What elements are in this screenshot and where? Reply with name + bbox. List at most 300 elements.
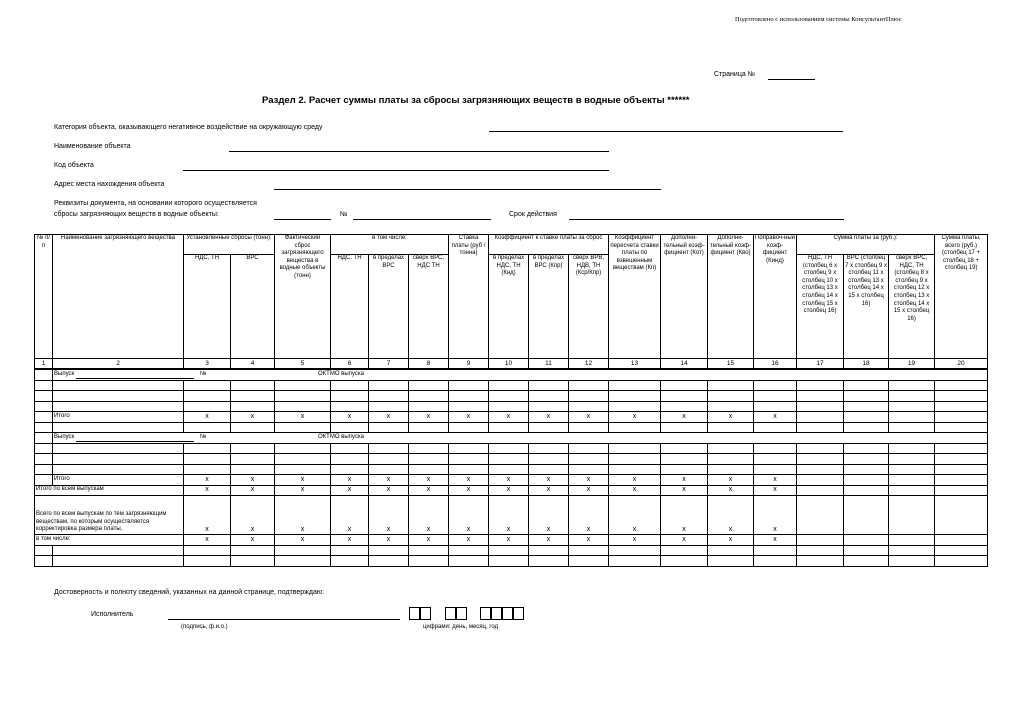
x-mark: x [369, 485, 409, 496]
table-cell[interactable] [331, 391, 369, 402]
table-cell[interactable] [609, 401, 661, 412]
object-code-label: Код объекта [54, 162, 94, 169]
x-mark: x [661, 485, 708, 496]
table-cell[interactable] [489, 454, 529, 465]
table-cell[interactable] [844, 545, 889, 556]
table-cell[interactable] [331, 556, 369, 567]
table-cell[interactable] [844, 485, 889, 496]
table-cell[interactable] [489, 443, 529, 454]
table-cell[interactable] [489, 391, 529, 402]
row-num-cell[interactable] [35, 433, 53, 444]
total-adjusted-row [35, 496, 988, 535]
table-cell[interactable] [569, 443, 609, 454]
x-mark: x [409, 412, 449, 423]
table-cell[interactable] [889, 535, 935, 546]
table-cell[interactable] [369, 454, 409, 465]
table-cell[interactable] [661, 545, 708, 556]
outlet-no-label: № [200, 433, 207, 440]
table-cell[interactable] [331, 464, 369, 475]
table-cell[interactable] [797, 422, 844, 433]
table-cell[interactable] [569, 454, 609, 465]
x-mark: x [754, 496, 797, 535]
x-mark: x [331, 535, 369, 546]
table-cell[interactable] [661, 454, 708, 465]
table-cell[interactable] [409, 443, 449, 454]
table-cell[interactable] [754, 556, 797, 567]
address-field[interactable] [274, 189, 661, 190]
x-mark: x [609, 485, 661, 496]
x-mark: x [331, 475, 369, 486]
table-cell[interactable] [708, 401, 754, 412]
table-cell[interactable] [889, 443, 935, 454]
table-cell[interactable] [935, 401, 988, 412]
section-title: Раздел 2. Расчет суммы платы за сбросы загрязняющих веществ в водные объекты ****** [262, 95, 690, 106]
table-cell[interactable] [275, 391, 331, 402]
table-cell[interactable] [409, 464, 449, 475]
table-cell[interactable] [889, 422, 935, 433]
x-mark: x [569, 535, 609, 546]
outlet-cell[interactable] [53, 369, 988, 380]
table-cell[interactable] [231, 464, 275, 475]
table-cell[interactable] [661, 380, 708, 391]
col-number: 5 [275, 359, 331, 370]
table-cell[interactable] [529, 401, 569, 412]
incl-row-label: в том числе: [35, 535, 184, 546]
table-cell[interactable] [184, 443, 231, 454]
table-cell[interactable] [935, 556, 988, 567]
table-cell[interactable] [889, 496, 935, 535]
table-cell[interactable] [889, 485, 935, 496]
table-cell[interactable] [661, 422, 708, 433]
table-cell[interactable] [889, 391, 935, 402]
col-header-kover: сверх ВРВ, НДВ, ТН (Кср/Кпр) [569, 255, 609, 359]
x-mark: x [184, 535, 231, 546]
table-cell[interactable] [889, 545, 935, 556]
table-cell[interactable] [53, 556, 184, 567]
table-cell[interactable] [449, 545, 489, 556]
table-cell[interactable] [754, 464, 797, 475]
table-cell[interactable] [661, 391, 708, 402]
table-cell[interactable] [231, 454, 275, 465]
table-cell[interactable] [889, 401, 935, 412]
table-cell[interactable] [609, 545, 661, 556]
date-year-box-3[interactable] [502, 607, 513, 620]
table-cell[interactable] [53, 443, 184, 454]
doc-number-label: № [340, 211, 348, 218]
col-header-rate: Ставка платы (руб / тонна) [449, 235, 489, 359]
table-cell[interactable] [369, 443, 409, 454]
x-mark: x [489, 475, 529, 486]
date-month-box-1[interactable] [445, 607, 456, 620]
doc-date-field[interactable] [274, 219, 331, 220]
col-header-over-vrs: сверх ВРС, НДС ТН [409, 255, 449, 359]
table-cell[interactable] [35, 454, 53, 465]
table-cell[interactable] [797, 443, 844, 454]
table-cell[interactable] [529, 443, 569, 454]
table-cell[interactable] [661, 443, 708, 454]
table-cell[interactable] [35, 545, 53, 556]
table-cell[interactable] [661, 401, 708, 412]
x-mark: x [369, 535, 409, 546]
table-cell[interactable] [275, 443, 331, 454]
row-num-cell[interactable] [35, 369, 53, 380]
table-cell[interactable] [369, 391, 409, 402]
table-cell[interactable] [889, 412, 935, 423]
table-cell[interactable] [797, 391, 844, 402]
table-cell[interactable] [529, 545, 569, 556]
table-cell[interactable] [449, 464, 489, 475]
table-cell[interactable] [231, 401, 275, 412]
table-cell[interactable] [797, 496, 844, 535]
table-cell[interactable] [409, 556, 449, 567]
itogo-row-1-label: Итого [53, 412, 184, 423]
table-cell[interactable] [569, 422, 609, 433]
table-cell[interactable] [708, 556, 754, 567]
table-cell[interactable] [184, 454, 231, 465]
table-cell[interactable] [449, 454, 489, 465]
table-cell[interactable] [844, 391, 889, 402]
prepared-note: Подготовлено с использованием системы КонсультантПлюс [735, 16, 902, 23]
object-name-field[interactable] [229, 151, 609, 152]
validity-field[interactable] [569, 219, 844, 220]
date-year-box-4[interactable] [513, 607, 524, 620]
table-cell[interactable] [331, 422, 369, 433]
table-cell[interactable] [231, 391, 275, 402]
table-cell[interactable] [184, 556, 231, 567]
table-cell[interactable] [35, 556, 53, 567]
table-cell[interactable] [844, 496, 889, 535]
table-cell[interactable] [708, 422, 754, 433]
table-cell[interactable] [754, 454, 797, 465]
payment-table [34, 234, 988, 567]
doc-number-field[interactable] [353, 219, 491, 220]
x-mark: x [609, 412, 661, 423]
table-cell[interactable] [449, 380, 489, 391]
col-header-knd: в пределах НДС, ТН (Кнд) [489, 255, 529, 359]
x-mark: x [369, 412, 409, 423]
x-mark: x [231, 496, 275, 535]
table-cell[interactable] [797, 485, 844, 496]
signature-hint: (подпись, ф.и.о.) [181, 624, 228, 630]
table-cell[interactable] [35, 380, 53, 391]
table-cell[interactable] [409, 545, 449, 556]
table-cell[interactable] [529, 464, 569, 475]
table-cell[interactable] [184, 464, 231, 475]
table-cell[interactable] [708, 380, 754, 391]
date-year-box-2[interactable] [491, 607, 502, 620]
col-number: 8 [409, 359, 449, 370]
table-cell[interactable] [369, 422, 409, 433]
column-numbers-row [35, 359, 988, 370]
table-cell[interactable] [889, 454, 935, 465]
table-row [35, 454, 988, 465]
table-cell[interactable] [609, 380, 661, 391]
table-cell[interactable] [369, 556, 409, 567]
table-cell[interactable] [275, 422, 331, 433]
x-mark: x [489, 485, 529, 496]
table-cell[interactable] [754, 545, 797, 556]
table-cell[interactable] [569, 391, 609, 402]
table-cell[interactable] [569, 380, 609, 391]
x-mark: x [231, 485, 275, 496]
table-cell[interactable] [754, 401, 797, 412]
table-cell[interactable] [184, 422, 231, 433]
table-cell[interactable] [489, 401, 529, 412]
table-cell[interactable] [797, 454, 844, 465]
table-cell[interactable] [797, 556, 844, 567]
table-cell[interactable] [935, 464, 988, 475]
x-mark: x [449, 475, 489, 486]
table-cell[interactable] [53, 391, 184, 402]
table-cell[interactable] [369, 380, 409, 391]
col-number: 16 [754, 359, 797, 370]
table-cell[interactable] [935, 443, 988, 454]
table-cell[interactable] [275, 454, 331, 465]
table-cell[interactable] [529, 380, 569, 391]
table-cell[interactable] [935, 454, 988, 465]
category-field[interactable] [489, 131, 843, 132]
table-cell[interactable] [231, 422, 275, 433]
col-number: 1 [35, 359, 53, 370]
table-cell[interactable] [529, 391, 569, 402]
table-cell[interactable] [797, 464, 844, 475]
table-cell[interactable] [844, 401, 889, 412]
table-cell[interactable] [844, 412, 889, 423]
x-mark: x [184, 496, 231, 535]
col-header-actual: Фактический сброс загрязняющего вещества в водные объекты (тонн) [275, 235, 331, 359]
table-cell[interactable] [844, 464, 889, 475]
table-cell[interactable] [708, 454, 754, 465]
table-cell[interactable] [409, 380, 449, 391]
table-cell[interactable] [935, 535, 988, 546]
x-mark: x [569, 412, 609, 423]
table-cell[interactable] [708, 545, 754, 556]
table-cell[interactable] [231, 545, 275, 556]
col-number: 12 [569, 359, 609, 370]
table-cell[interactable] [275, 380, 331, 391]
col-number: 13 [609, 359, 661, 370]
table-cell[interactable] [409, 401, 449, 412]
table-cell[interactable] [569, 464, 609, 475]
table-cell[interactable] [369, 464, 409, 475]
table-cell[interactable] [275, 401, 331, 412]
table-cell[interactable] [661, 556, 708, 567]
table-cell[interactable] [708, 464, 754, 475]
table-cell[interactable] [231, 556, 275, 567]
table-cell[interactable] [275, 464, 331, 475]
table-cell[interactable] [275, 556, 331, 567]
table-cell[interactable] [53, 464, 184, 475]
x-mark: x [708, 412, 754, 423]
table-cell[interactable] [661, 464, 708, 475]
table-cell[interactable] [935, 422, 988, 433]
address-label: Адрес места нахождения объекта [54, 181, 165, 188]
table-cell[interactable] [797, 412, 844, 423]
table-cell[interactable] [529, 556, 569, 567]
x-mark: x [754, 475, 797, 486]
table-cell[interactable] [935, 545, 988, 556]
table-cell[interactable] [489, 556, 529, 567]
table-cell[interactable] [331, 401, 369, 412]
x-mark: x [529, 475, 569, 486]
table-cell[interactable] [184, 380, 231, 391]
outlet-cell[interactable] [53, 433, 988, 444]
table-cell[interactable] [489, 380, 529, 391]
table-cell[interactable] [231, 443, 275, 454]
category-label: Категория объекта, оказывающего негативное воздействие на окружающую среду [54, 124, 323, 131]
table-cell[interactable] [35, 443, 53, 454]
table-cell[interactable] [889, 380, 935, 391]
certify-text: Достоверность и полноту сведений, указанных на данной странице, подтверждаю: [54, 589, 325, 596]
table-cell[interactable] [35, 422, 53, 433]
table-cell[interactable] [53, 545, 184, 556]
table-cell[interactable] [754, 380, 797, 391]
table-cell[interactable] [844, 475, 889, 486]
x-mark: x [369, 496, 409, 535]
page-number-field[interactable] [768, 79, 815, 80]
table-cell[interactable] [409, 391, 449, 402]
table-row [35, 380, 988, 391]
table-cell[interactable] [35, 412, 53, 423]
x-mark: x [708, 485, 754, 496]
table-cell[interactable] [35, 464, 53, 475]
col-number: 9 [449, 359, 489, 370]
outlet-row-2 [35, 433, 988, 444]
table-cell[interactable] [569, 556, 609, 567]
table-cell[interactable] [53, 380, 184, 391]
doc-label-line1: Реквизиты документа, на основании которого осуществляется [54, 200, 257, 207]
table-cell[interactable] [935, 380, 988, 391]
table-cell[interactable] [53, 454, 184, 465]
col-number: 19 [889, 359, 935, 370]
table-cell[interactable] [797, 475, 844, 486]
x-mark: x [489, 412, 529, 423]
table-cell[interactable] [275, 545, 331, 556]
col-header-sum-nds: НДС, ТН (столбец 6 х столбец 9 х столбец 10 х столбец 13 х столбец 14 х столбец 15 х столбец 16) [797, 255, 844, 359]
x-mark: x [331, 496, 369, 535]
col-header-incl-nds: НДС, ТН [331, 255, 369, 359]
col-header-vrs: ВРС [231, 255, 275, 359]
table-cell[interactable] [569, 401, 609, 412]
x-mark: x [529, 412, 569, 423]
table-cell[interactable] [935, 391, 988, 402]
table-cell[interactable] [35, 401, 53, 412]
table-cell[interactable] [754, 443, 797, 454]
col-number: 3 [184, 359, 231, 370]
x-mark: x [231, 475, 275, 486]
table-cell[interactable] [449, 401, 489, 412]
table-cell[interactable] [844, 422, 889, 433]
col-header-established: Установленные сбросы (тонн): [184, 235, 275, 255]
table-cell[interactable] [184, 545, 231, 556]
date-month-box-2[interactable] [456, 607, 467, 620]
table-cell[interactable] [449, 391, 489, 402]
table-cell[interactable] [754, 391, 797, 402]
table-cell[interactable] [369, 401, 409, 412]
table-cell[interactable] [449, 556, 489, 567]
table-cell[interactable] [609, 443, 661, 454]
table-cell[interactable] [489, 464, 529, 475]
col-header-coef-rate: Коэффициент к ставке платы за сброс [489, 235, 609, 255]
table-cell[interactable] [369, 545, 409, 556]
table-cell[interactable] [409, 422, 449, 433]
table-cell[interactable] [797, 545, 844, 556]
col-number: 2 [53, 359, 184, 370]
date-day-box-1[interactable] [409, 607, 420, 620]
table-cell[interactable] [331, 454, 369, 465]
date-year-box-1[interactable] [480, 607, 491, 620]
table-cell[interactable] [889, 475, 935, 486]
table-cell[interactable] [53, 401, 184, 412]
table-cell[interactable] [184, 401, 231, 412]
table-cell[interactable] [529, 454, 569, 465]
table-cell[interactable] [231, 380, 275, 391]
table-cell[interactable] [609, 464, 661, 475]
table-cell[interactable] [797, 401, 844, 412]
outlet-label: Выпуск [54, 370, 75, 377]
table-cell[interactable] [797, 535, 844, 546]
table-cell[interactable] [889, 464, 935, 475]
table-cell[interactable] [449, 443, 489, 454]
table-cell[interactable] [529, 422, 569, 433]
table-cell[interactable] [331, 380, 369, 391]
table-cell[interactable] [331, 545, 369, 556]
table-cell[interactable] [609, 391, 661, 402]
table-cell[interactable] [844, 443, 889, 454]
table-cell[interactable] [489, 422, 529, 433]
table-cell[interactable] [609, 422, 661, 433]
table-cell[interactable] [844, 556, 889, 567]
table-cell[interactable] [754, 422, 797, 433]
table-cell[interactable] [708, 443, 754, 454]
x-mark: x [569, 475, 609, 486]
x-mark: x [449, 412, 489, 423]
table-cell[interactable] [935, 412, 988, 423]
x-mark: x [609, 496, 661, 535]
table-cell[interactable] [844, 454, 889, 465]
outlet-name-field[interactable] [76, 372, 194, 379]
table-cell[interactable] [935, 496, 988, 535]
table-cell[interactable] [449, 422, 489, 433]
table-cell[interactable] [844, 535, 889, 546]
col-header-kind: Поправоч-ный коэф-фициент (Кинд) [754, 235, 797, 359]
table-cell[interactable] [35, 475, 53, 486]
table-cell[interactable] [844, 380, 889, 391]
page-number-label: Страница № [714, 71, 756, 78]
table-cell[interactable] [53, 422, 184, 433]
table-cell[interactable] [889, 556, 935, 567]
table-cell[interactable] [609, 454, 661, 465]
outlet-name-field[interactable] [76, 435, 194, 442]
table-cell[interactable] [409, 454, 449, 465]
table-cell[interactable] [935, 485, 988, 496]
table-cell[interactable] [184, 391, 231, 402]
table-row [35, 443, 988, 454]
table-cell[interactable] [489, 545, 529, 556]
object-code-field[interactable] [183, 170, 609, 171]
executor-signature-field[interactable] [168, 619, 400, 620]
table-cell[interactable] [797, 380, 844, 391]
date-day-box-2[interactable] [420, 607, 431, 620]
table-row [35, 464, 988, 475]
table-cell[interactable] [935, 475, 988, 486]
table-cell[interactable] [569, 545, 609, 556]
table-cell[interactable] [331, 443, 369, 454]
table-cell[interactable] [609, 556, 661, 567]
table-cell[interactable] [708, 391, 754, 402]
table-cell[interactable] [35, 391, 53, 402]
col-header-kp: Коэффициент пересчета ставки платы по взвешенным веществам (Кп) [609, 235, 661, 359]
